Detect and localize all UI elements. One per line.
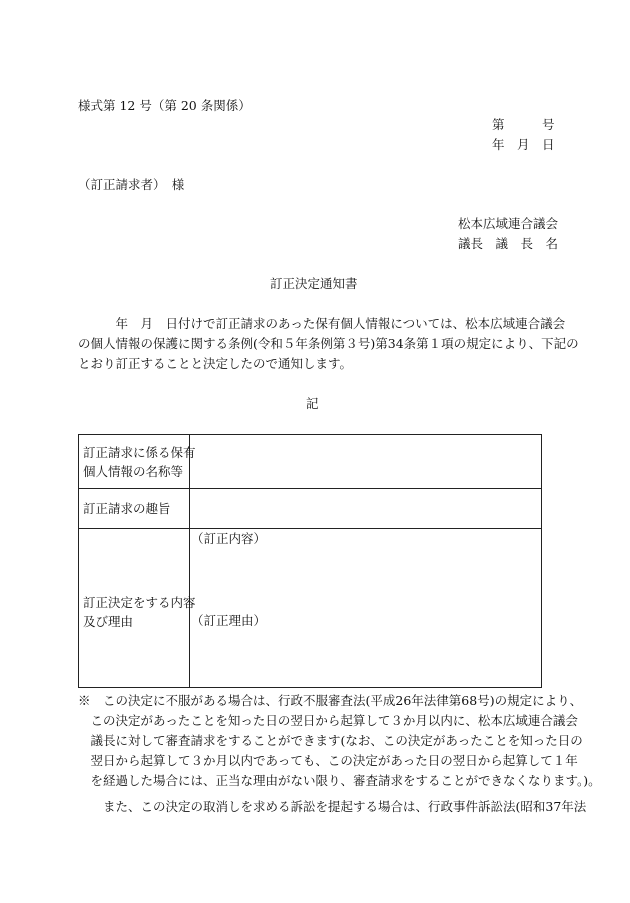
issuer-organization: 松本広域連合議会 — [458, 216, 559, 231]
document-number: 第 号 — [492, 117, 555, 132]
table-row-target — [79, 435, 541, 489]
row-target-label-line1: 訂正請求に係る保有 — [83, 445, 196, 460]
note-line-2: この決定があったことを知った日の翌日から起算して３か月以内に、松本広域連合議会 — [78, 713, 578, 728]
table-row-purpose — [79, 489, 541, 529]
body-line-2: の個人情報の保護に関する条例(令和５年条例第３号)第34条第１項の規定により、下記の — [78, 336, 579, 351]
note-line-4: 翌日から起算して３か月以内であっても、この決定があった日の翌日から起算して１年 — [78, 753, 578, 768]
note-line-5: を経過した場合には、正当な理由がない限り、審査請求をすることができなくなります。)。 — [78, 773, 601, 788]
note-line-3: 議長に対して審査請求をすることができます(なお、この決定があったことを知った日の — [78, 733, 583, 748]
body-line-1: 年 月 日付けで訂正請求のあった保有個人情報については、松本広域連合議会 — [78, 316, 566, 331]
row-decision-label-line2: 及び理由 — [83, 614, 134, 629]
row-decision-label-line1: 訂正決定をする内容 — [83, 595, 196, 610]
addressee: （訂正請求者） 様 — [78, 177, 185, 192]
body-line-3: とおり訂正することと決定したので通知します。 — [78, 356, 353, 371]
form-number: 様式第 12 号（第 20 条関係） — [78, 98, 251, 113]
table-row-decision — [79, 529, 541, 687]
note-line-1: ※ この決定に不服がある場合は、行政不服審査法(平成26年法律第68号)の規定により、 — [78, 693, 583, 708]
decision-table — [78, 434, 542, 688]
document-title: 訂正決定通知書 — [270, 276, 358, 291]
row-purpose-label: 訂正請求の趣旨 — [83, 501, 171, 516]
note-line-6: また、この決定の取消しを求める訴訟を提起する場合は、行政事件訴訟法(昭和37年法 — [78, 799, 587, 814]
row-decision-content-label: （訂正内容） — [191, 531, 267, 546]
ki-heading: 記 — [306, 396, 319, 411]
row-decision-reason-label: （訂正理由） — [191, 613, 267, 628]
issuer-title: 議長 議 長 名 — [458, 236, 559, 251]
document-date: 年 月 日 — [492, 137, 555, 152]
row-target-label-line2: 個人情報の名称等 — [83, 464, 184, 479]
